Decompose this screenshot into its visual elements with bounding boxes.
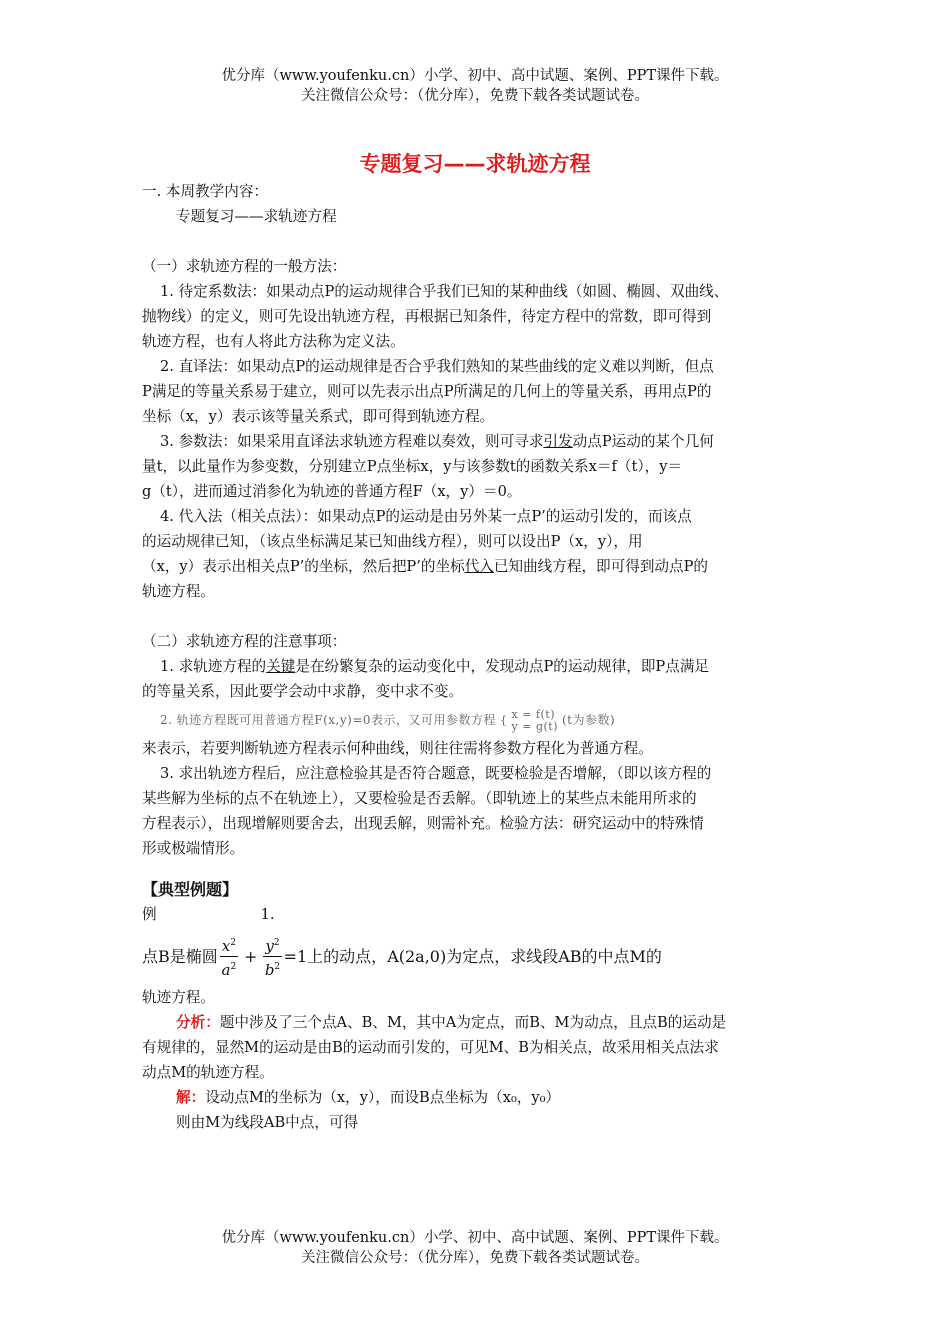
method-3-line-2: 量t，以此量作为参变数，分别建立P点坐标x，y与该参数t的函数关系x＝f（t），y＝ xyxy=(142,458,683,475)
analysis-line-2: 有规律的，显然M的运动是由B的运动而引发的，可见M、B为相关点，故采用相关点法求 xyxy=(142,1039,719,1056)
page-title: 专题复习——求轨迹方程 xyxy=(359,152,591,176)
document-body xyxy=(142,179,808,1135)
method-4-line-2: 的运动规律已知，（该点坐标满足某已知曲线方程），则可以设出P（x，y），用 xyxy=(142,533,643,550)
method-1-line-3: 轨迹方程，也有人将此方法称为定义法。 xyxy=(142,333,405,350)
method-4-line-3: （x，y）表示出相关点P’的坐标，然后把P’的坐标代入已知曲线方程，即可得到动点P的 xyxy=(142,558,709,575)
analysis-line-3: 动点M的轨迹方程。 xyxy=(142,1064,274,1081)
note-3-line-2: 某些解为坐标的点不在轨迹上），又要检验是否丢解。（即轨迹上的某些点未能用所求的 xyxy=(142,790,697,807)
solution-line-1: 解：设动点M的坐标为（x，y），而设B点坐标为（x₀，y₀） xyxy=(176,1089,561,1106)
underlined-text: 引发 xyxy=(543,433,573,450)
example-1-formula: 点B是椭圆 $\frac{x^2}{a^2}$ + $\frac{y^2}{b^2}$ =1上的动点， A(2a,0)为定点，求线段AB的中点M的 xyxy=(142,927,808,985)
page-footer xyxy=(0,1228,950,1268)
underlined-text: 代入 xyxy=(464,558,494,575)
solution-label: 解： xyxy=(176,1089,206,1106)
note-1-line-2: 的等量关系，因此要学会动中求静，变中求不变。 xyxy=(142,683,464,700)
method-1-line-2: 抛物线）的定义，则可先设出轨迹方程，再根据已知条件，待定方程中的常数，即可得到 xyxy=(142,308,712,325)
example-1-tail: 轨迹方程。 xyxy=(142,989,215,1006)
method-4-line-1: 4. 代入法（相关点法）：如果动点P的运动是由另外某一点P’的运动引发的，而该点 xyxy=(160,508,692,525)
note-3-line-3: 方程表示），出现增解则要舍去，出现丢解，则需补充。检验方法：研究运动中的特殊情 xyxy=(142,815,704,832)
method-4-line-4: 轨迹方程。 xyxy=(142,583,215,600)
method-3-line-1: 3. 参数法：如果采用直译法求轨迹方程难以奏效，则可寻求引发动点P运动的某个几何 xyxy=(160,433,714,450)
examples-heading: 【典型例题】 xyxy=(142,880,239,899)
note-2-line-2: 来表示，若要判断轨迹方程表示何种曲线，则往往需将参数方程化为普通方程。 xyxy=(142,740,653,757)
header-line-2: 关注微信公众号：（优分库），免费下载各类试题试卷。 xyxy=(301,88,649,104)
notes-heading: （二）求轨迹方程的注意事项： xyxy=(142,633,347,650)
method-1-line-1: 1. 待定系数法：如果动点P的运动规律合乎我们已知的某种曲线（如圆、椭圆、双曲线、 xyxy=(160,283,729,300)
method-2-line-2: P满足的等量关系易于建立，则可以先表示出点P所满足的几何上的等量关系，再用点P的 xyxy=(142,383,712,400)
example-1-label: 例 1. xyxy=(142,906,275,923)
fraction-y-over-b: $\frac{y^2}{b^2}$ xyxy=(263,933,281,980)
header-line-1: 优分库（www.youfenku.cn）小学、初中、高中试题、案例、PPT课件下载。 xyxy=(221,68,729,84)
analysis-label: 分析： xyxy=(176,1014,220,1031)
method-2-line-1: 2. 直译法：如果动点P的运动规律是否合乎我们熟知的某些曲线的定义难以判断，但点 xyxy=(160,358,714,375)
analysis-line-1: 分析：题中涉及了三个点A、B、M，其中A为定点，而B、M为动点，且点B的运动是 xyxy=(176,1014,727,1031)
note-1-line-1: 1. 求轨迹方程的关键是在纷繁复杂的运动变化中，发现动点P的运动规律，即P点满足 xyxy=(160,658,710,675)
methods-heading: （一）求轨迹方程的一般方法： xyxy=(142,258,347,275)
method-2-line-3: 坐标（x，y）表示该等量关系式，即可得到轨迹方程。 xyxy=(142,408,495,425)
solution-line-2: 则由M为线段AB中点，可得 xyxy=(176,1114,359,1131)
intro-heading: 一. 本周教学内容： xyxy=(142,183,269,200)
footer-line-2: 关注微信公众号：（优分库），免费下载各类试题试卷。 xyxy=(301,1250,649,1266)
note-3-line-1: 3. 求出轨迹方程后，应注意检验其是否符合题意，既要检验是否增解，（即以该方程的 xyxy=(160,765,712,782)
footer-line-1: 优分库（www.youfenku.cn）小学、初中、高中试题、案例、PPT课件下载。 xyxy=(221,1230,729,1246)
note-2-formula-image: 2. 轨迹方程既可用普通方程F(x,y)=0表示，又可用参数方程 { x = f(t) y = g(t) (t为参数) xyxy=(160,707,616,733)
intro-subtitle: 专题复习——求轨迹方程 xyxy=(176,208,337,225)
method-3-line-3: g（t），进而通过消参化为轨迹的普通方程F（x，y）＝0。 xyxy=(142,483,522,500)
note-3-line-4: 形或极端情形。 xyxy=(142,840,245,857)
fraction-x-over-a: $\frac{x^2}{a^2}$ xyxy=(220,933,238,980)
underlined-text: 关键 xyxy=(266,658,296,675)
page-header xyxy=(0,66,950,106)
